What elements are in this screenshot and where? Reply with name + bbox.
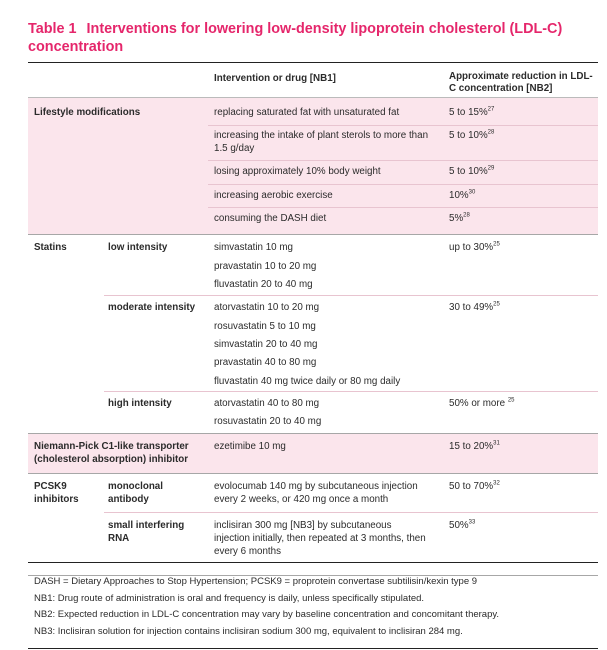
row-divider: [104, 512, 598, 513]
statin-drug: atorvastatin 10 to 20 mg: [214, 302, 320, 313]
footnote: NB3: Inclisiran solution for injection contains inclisiran sodium 300 mg, equivalent to inclisiran 284 mg.: [34, 625, 463, 637]
npc1l1-drug: ezetimibe 10 mg: [214, 441, 286, 452]
statin-drug: pravastatin 10 to 20 mg: [214, 261, 317, 272]
footnote: NB1: Drug route of administration is oral and frequency is daily, unless specifically stipulated.: [34, 592, 425, 604]
npc1l1-label: Niemann-Pick C1-like transporter (cholesterol absorption) inhibitor: [34, 441, 189, 465]
row-divider: [104, 391, 598, 392]
statin-moderate-label: moderate intensity: [108, 302, 196, 313]
lifestyle-item-text: losing approximately 10% body weight: [214, 166, 381, 177]
row-divider: [208, 207, 598, 208]
lifestyle-item-value: 5 to 10%$^{28}$: [449, 129, 495, 141]
statin-high-value: 50% or more $^{25}$: [449, 397, 515, 409]
statin-drug: pravastatin 40 to 80 mg: [214, 357, 317, 368]
statins-label: Statins: [34, 242, 67, 253]
statin-low-label: low intensity: [108, 242, 168, 253]
row-divider: [208, 184, 598, 185]
table-title-text: Interventions for lowering low-density lipoprotein cholesterol (LDL-C) concentration: [28, 21, 563, 55]
header-intervention: Intervention or drug [NB1]: [214, 73, 336, 84]
pcsk9-sirna-drug: inclisiran 300 mg [NB3] by subcutaneous injection initially, then repeated at 3 months, then every 6 months: [214, 520, 426, 557]
statin-drug: atorvastatin 40 to 80 mg: [214, 398, 320, 409]
npc1l1-value: 15 to 20%$^{31}$: [449, 440, 500, 452]
row-divider: [208, 125, 598, 126]
footnote: NB2: Expected reduction in LDL-C concentration may vary by baseline concentration and concomitant therapy.: [34, 609, 500, 620]
statin-drug: rosuvastatin 20 to 40 mg: [214, 416, 322, 427]
lifestyle-item-text: replacing saturated fat with unsaturated fat: [214, 107, 400, 118]
table-footnotes: [28, 562, 598, 649]
pcsk9-sirna-value: 50%$^{33}$: [449, 519, 476, 531]
statins-section: [28, 235, 598, 434]
npc1l1-section: [28, 434, 598, 474]
footnote: DASH = Dietary Approaches to Stop Hypertension; PCSK9 = proprotein convertase subtilisin/kexin type 9: [34, 576, 478, 587]
header-reduction: Approximate reduction in LDL-C concentration [NB2]: [449, 71, 593, 94]
lifestyle-label: Lifestyle modifications: [34, 107, 141, 118]
lifestyle-item-text: increasing aerobic exercise: [214, 190, 333, 201]
statin-low-value: up to 30%$^{25}$: [449, 241, 500, 253]
lifestyle-item-value: 5%$^{28}$: [449, 212, 470, 224]
pcsk9-label: PCSK9 inhibitors: [34, 481, 79, 505]
statin-drug: simvastatin 10 mg: [214, 242, 293, 253]
interventions-table: [28, 62, 598, 576]
pcsk9-mab-value: 50 to 70%$^{32}$: [449, 480, 500, 492]
statin-drug: rosuvastatin 5 to 10 mg: [214, 321, 316, 332]
lifestyle-item-text: increasing the intake of plant sterols to more than 1.5 g/day: [214, 130, 429, 154]
statin-drug: fluvastatin 20 to 40 mg: [214, 279, 313, 290]
pcsk9-mab-label: monoclonal antibody: [108, 481, 163, 505]
statin-high-label: high intensity: [108, 398, 172, 409]
statin-drug: simvastatin 20 to 40 mg: [214, 339, 318, 350]
pcsk9-sirna-label: small interfering RNA: [108, 520, 185, 544]
row-divider: [104, 295, 598, 296]
lifestyle-item-value: 5 to 15%$^{27}$: [449, 106, 495, 118]
pcsk9-section: [28, 474, 598, 576]
table-header: [28, 63, 598, 98]
statin-moderate-value: 30 to 49%$^{25}$: [449, 301, 500, 313]
row-divider: [208, 160, 598, 161]
statin-drug: fluvastatin 40 mg twice daily or 80 mg daily: [214, 376, 401, 387]
table-number: Table 1: [28, 21, 77, 37]
pcsk9-mab-drug: evolocumab 140 mg by subcutaneous injection every 2 weeks, or 420 mg once a month: [214, 481, 418, 505]
lifestyle-item-value: 10%$^{30}$: [449, 189, 476, 201]
lifestyle-item-text: consuming the DASH diet: [214, 213, 327, 224]
table-title: [28, 20, 588, 56]
lifestyle-item-value: 5 to 10%$^{29}$: [449, 165, 495, 177]
lifestyle-section: [28, 98, 598, 235]
